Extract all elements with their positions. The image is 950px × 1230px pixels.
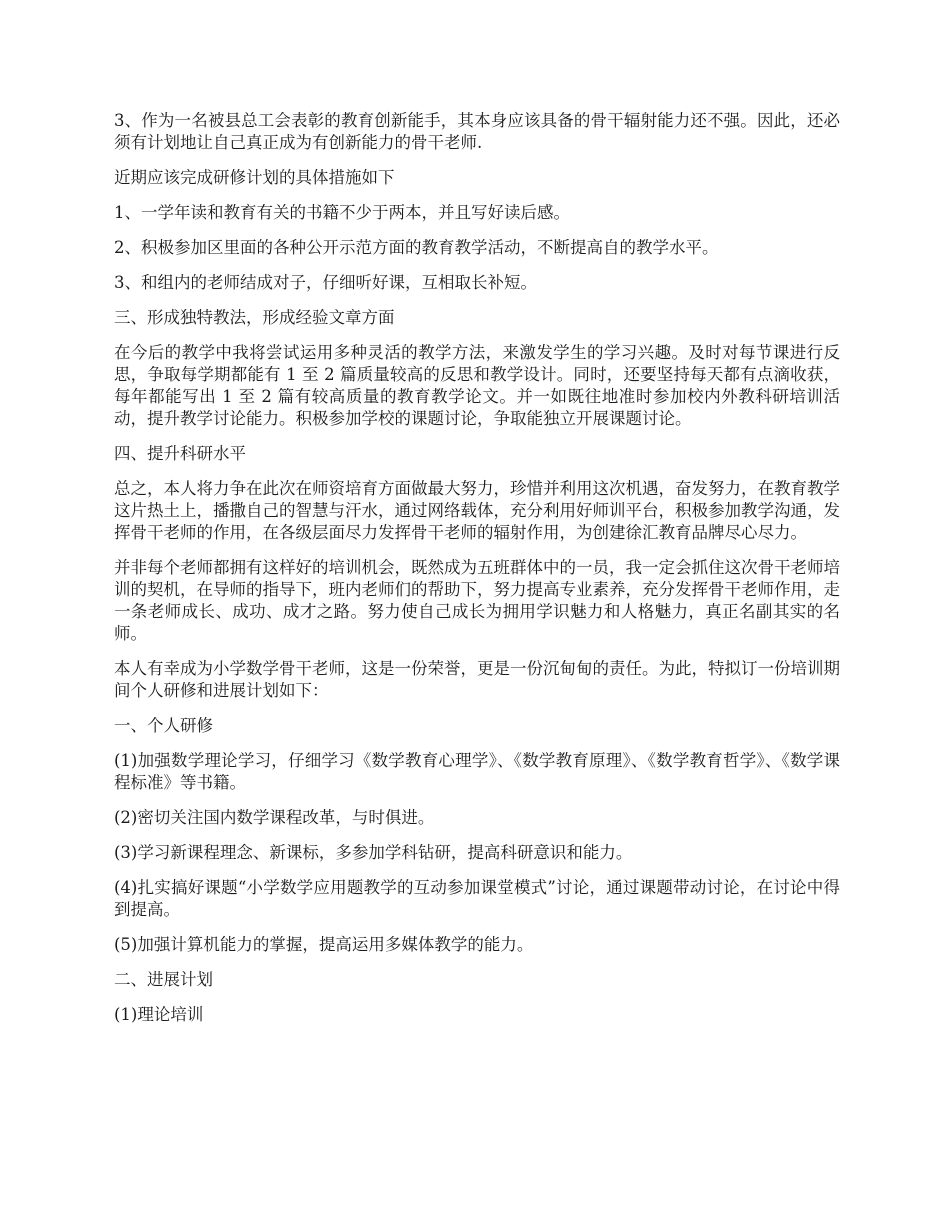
list-item: (3)学习新课程理念、新课标，多参加学科钻研，提高科研意识和能力。 (114, 843, 633, 862)
section-heading: 三、形成独特教法，形成经验文章方面 (114, 308, 395, 327)
list-item: (1)理论培训 (114, 1005, 204, 1024)
section-heading: 二、进展计划 (114, 970, 213, 989)
paragraph: 在今后的教学中我将尝试运用多种灵活的教学方法，来激发学生的学习兴趣。及时对每节课进行反思，争取每学期都能有 1 至 2 篇质量较高的反思和教学设计。同时，还要坚持每天都有点滴收获，每年都能写出 1 至 2 篇有较高质量的教育教学论文。并一如既往地准时参加校内外教科研培训活动，提升教学讨论能力。积极参加学校的课题讨论，争取能独立开展课题讨论。 (114, 343, 840, 428)
document-page (114, 110, 840, 1039)
paragraph: 并非每个老师都拥有这样好的培训机会，既然成为五班群体中的一员，我一定会抓住这次骨干老师培训的契机，在导师的指导下，班内老师们的帮助下，努力提高专业素养，充分发挥骨干老师作用，走一条老师成长、成功、成才之路。努力使自己成长为拥用学识魅力和人格魅力，真正名副其实的名师。 (114, 558, 840, 643)
paragraph: 1、一学年读和教育有关的书籍不少于两本，并且写好读后感。 (114, 203, 570, 222)
paragraph: 本人有幸成为小学数学骨干老师，这是一份荣誉，更是一份沉甸甸的责任。为此，特拟订一份培训期间个人研修和进展计划如下： (114, 659, 840, 700)
list-item: (1)加强数学理论学习，仔细学习《数学教育心理学》、《数学教育原理》、《数学教育哲学》、《数学课程标准》等书籍。 (114, 751, 840, 792)
paragraph: 3、作为一名被县总工会表彰的教育创新能手，其本身应该具备的骨干辐射能力还不强。因此，还必须有计划地让自己真正成为有创新能力的骨干老师. (114, 111, 840, 152)
list-item: (5)加强计算机能力的掌握，提高运用多媒体教学的能力。 (114, 935, 534, 954)
paragraph: 总之，本人将力争在此次在师资培育方面做最大努力，珍惜并利用这次机遇，奋发努力，在教育教学这片热土上，播撒自己的智慧与汗水，通过网络载体，充分利用好师训平台，积极参加教学沟通，发挥骨干老师的作用，在各级层面尽力发挥骨干老师的辐射作用，为创建徐汇教育品牌尽心尽力。 (114, 479, 840, 542)
section-heading: 一、个人研修 (114, 716, 213, 735)
paragraph: 近期应该完成研修计划的具体措施如下 (114, 168, 395, 187)
list-item: (2)密切关注国内数学课程改革，与时俱进。 (114, 808, 435, 827)
paragraph: 3、和组内的老师结成对子，仔细听好课，互相取长补短。 (114, 273, 537, 292)
section-heading: 四、提升科研水平 (114, 444, 246, 463)
list-item: (4)扎实搞好课题“小学数学应用题教学的互动参加课堂模式”讨论，通过课题带动讨论，在讨论中得到提高。 (114, 878, 840, 919)
paragraph: 2、积极参加区里面的各种公开示范方面的教育教学活动，不断提高自的教学水平。 (114, 238, 719, 257)
